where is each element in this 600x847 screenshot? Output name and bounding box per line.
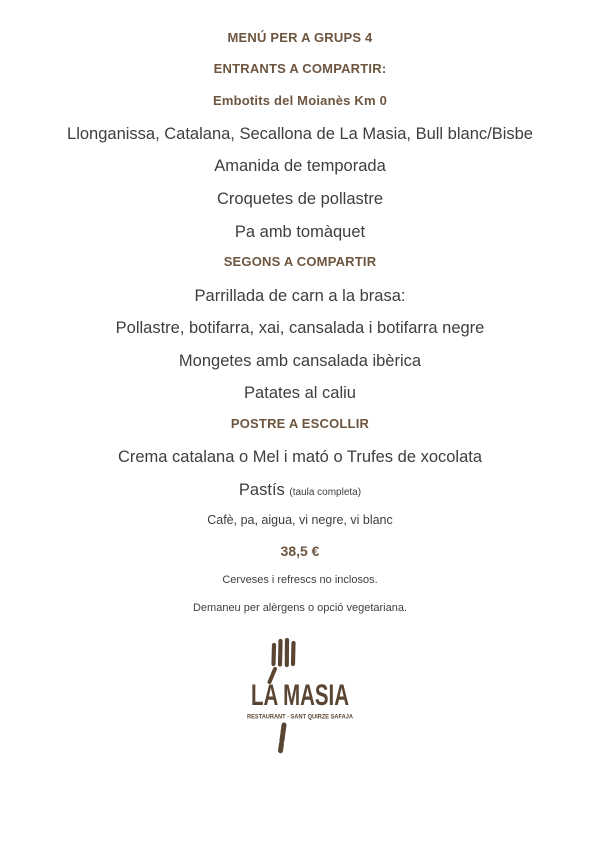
section-heading-entrants: ENTRANTS A COMPARTIR: [213,61,387,77]
note-allergens: Demaneu per alèrgens o opció vegetariana. [192,602,408,615]
fork-icon [270,640,294,682]
menu-item-postres: Crema catalana o Mel i mató o Trufes de xocolata [117,448,483,467]
menu-title: MENÚ PER A GRUPS 4 [227,30,373,45]
subsection-heading-embotits: Embotits del Moianès Km 0 [212,92,388,108]
menu-item-croquetes: Croquetes de pollastre [216,190,383,208]
logo-tagline: RESTAURANT · SANT QUIRZE SAFAJA [247,713,354,721]
restaurant-logo [0,638,600,758]
menu-item-pastis-label: Pastís [238,480,285,499]
fork-handle-icon [281,725,285,751]
section-heading-postre: POSTRE A ESCOLLIR [230,416,370,431]
menu-item-embotits-detail: Llonganissa, Catalana, Secallona de La Masia, Bull blanc/Bisbe [67,124,533,143]
menu-item-patates: Patates al caliu [244,384,356,403]
menu-item-pastis [0,480,600,501]
note-drinks-not-included: Cerveses i refrescs no inclosos. [222,573,378,586]
menu-item-pa-amb-tomaquet: Pa amb tomàquet [234,222,366,241]
menu-item-parrillada: Parrillada de carn a la brasa: [194,286,406,305]
menu-item-amanida: Amanida de temporada [214,157,386,176]
section-heading-segons: SEGONS A COMPARTIR [223,254,377,270]
menu-item-mongetes: Mongetes amb cansalada ibèrica [178,351,422,370]
menu-item-parrillada-detail: Pollastre, botifarra, xai, cansalada i botifarra negre [115,319,485,338]
la-masia-logo [200,638,400,758]
menu-item-pastis-note: (taula completa) [289,486,362,498]
menu-item-beverages: Cafè, pa, aigua, vi negre, vi blanc [207,512,393,527]
menu-price: 38,5 € [280,543,320,560]
logo-name: LA MASIA [251,679,349,713]
